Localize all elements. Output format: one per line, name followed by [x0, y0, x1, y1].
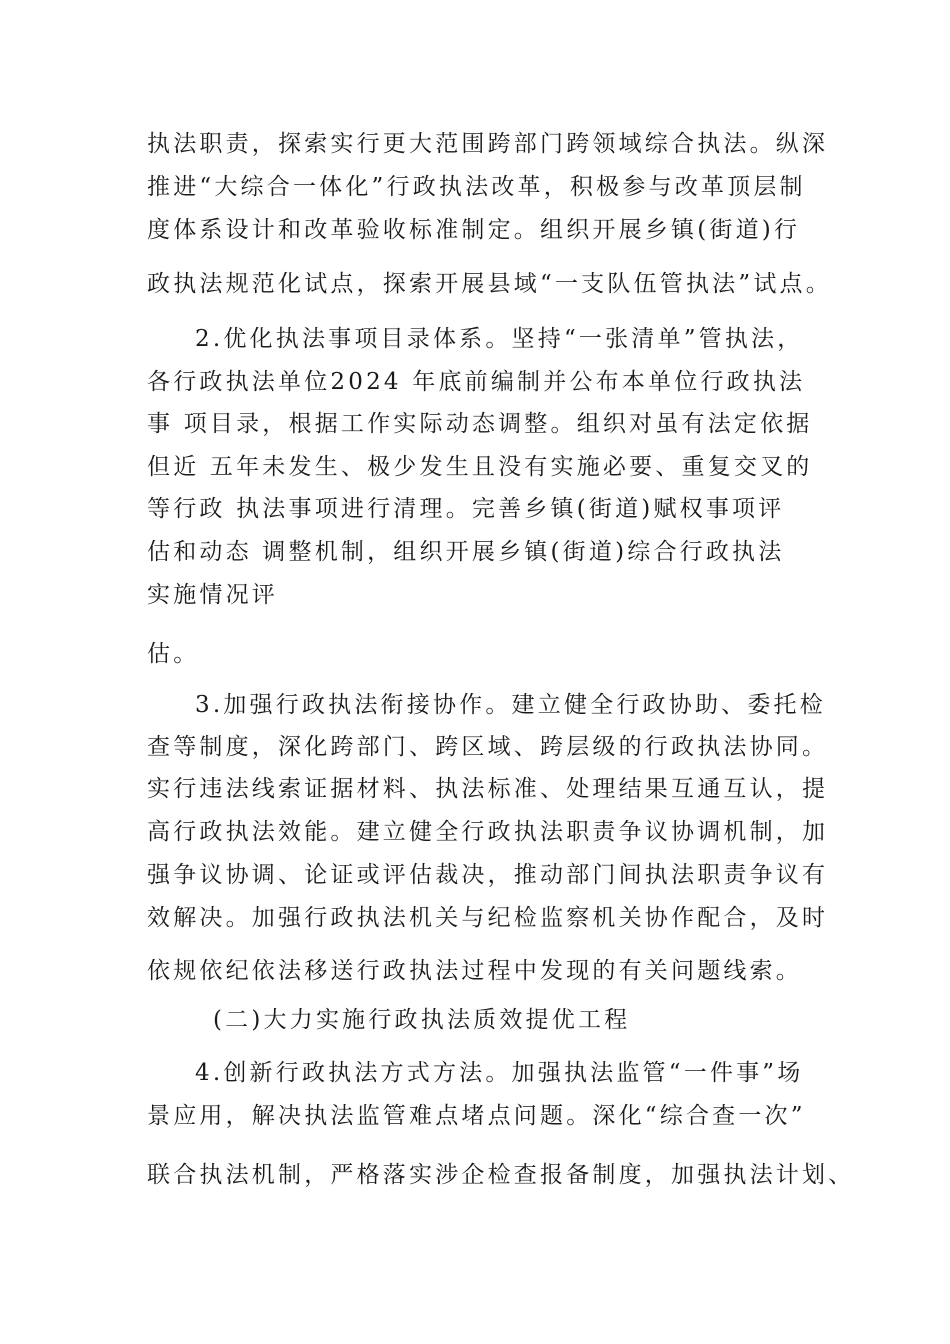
- paragraph-line: 但近 五年未发生、极少发生且没有实施必要、重复交叉的: [147, 454, 813, 480]
- paragraph-line: 实施情况评: [147, 582, 278, 608]
- paragraph-line: 景应用，解决执法监管难点堵点问题。深化“综合查一次”: [147, 1103, 806, 1129]
- paragraph-line: 依规依纪依法移送行政执法过程中发现的有关问题线索。: [147, 958, 802, 984]
- section-heading: (二)大力实施行政执法质效提优工程: [213, 1007, 631, 1033]
- paragraph-line: 4.创新行政执法方式方法。加强执法监管“一件事”场: [195, 1060, 804, 1086]
- paragraph-line: 等行政 执法事项进行清理。完善乡镇(街道)赋权事项评: [147, 496, 785, 522]
- paragraph-line: 强争议协调、论证或评估裁决，推动部门间执法职责争议有: [147, 862, 829, 888]
- paragraph-line: 查等制度，深化跨部门、跨区域、跨层级的行政执法协同。: [147, 734, 829, 760]
- paragraph-line: 政执法规范化试点，探索开展县域“一支队伍管执法”试点。: [147, 271, 832, 297]
- paragraph-line: 估和动态 调整机制，组织开展乡镇(街道)综合行政执法: [147, 539, 785, 565]
- paragraph-line: 度体系设计和改革验收标准制定。组织开展乡镇(街道)行: [147, 217, 801, 243]
- paragraph-line: 实行违法线索证据材料、执法标准、处理结果互通互认，提: [147, 776, 829, 802]
- paragraph-line: 联合执法机制，严格落实涉企检查报备制度，加强执法计划、: [147, 1162, 855, 1188]
- paragraph-line: 效解决。加强行政执法机关与纪检监察机关协作配合，及时: [147, 905, 829, 931]
- paragraph-line: 高行政执法效能。建立健全行政执法职责争议协调机制，加: [147, 819, 829, 845]
- paragraph-line: 3.加强行政执法衔接协作。建立健全行政协助、委托检: [195, 692, 826, 718]
- paragraph-line: 估。: [147, 641, 200, 667]
- paragraph-line: 各行政执法单位2024 年底前编制并公布本单位行政执法: [147, 369, 806, 395]
- paragraph-line: 事 项目录，根据工作实际动态调整。组织对虽有法定依据: [147, 411, 813, 437]
- paragraph-line: 推进“大综合一体化”行政执法改革，积极参与改革顶层制: [147, 174, 806, 200]
- paragraph-line: 2.优化执法事项目录体系。坚持“一张清单”管执法，: [195, 326, 804, 352]
- paragraph-line: 执法职责，探索实行更大范围跨部门跨领域综合执法。纵深: [147, 131, 829, 157]
